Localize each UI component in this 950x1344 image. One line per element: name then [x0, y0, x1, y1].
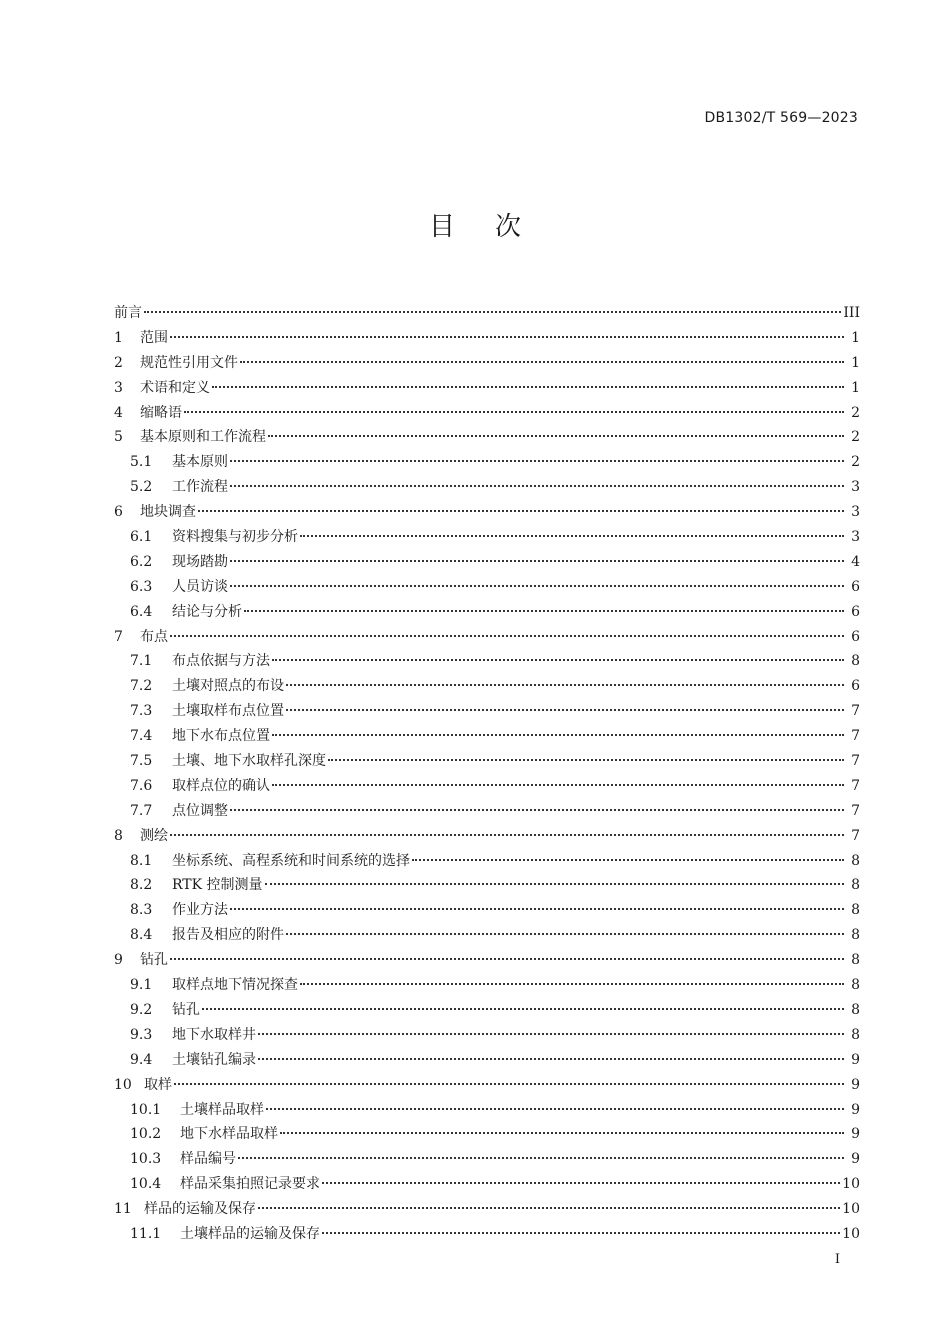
toc-entry-page: 7 — [851, 777, 860, 794]
toc-entry-label: 人员访谈 — [172, 578, 228, 595]
toc-leader-dots — [198, 509, 844, 512]
toc-entry-number: 6.1 — [130, 529, 153, 546]
toc-entry-page: 3 — [851, 529, 860, 546]
toc-entry-label: 样品编号 — [180, 1151, 236, 1168]
toc-entry-number: 6.4 — [130, 603, 153, 620]
toc-entry-label: 结论与分析 — [172, 603, 242, 620]
toc-entry-number: 4 — [114, 404, 123, 421]
toc-entry-page: 4 — [851, 553, 860, 570]
toc-entry[interactable] — [114, 1123, 860, 1148]
toc-entry-page: 9 — [851, 1076, 860, 1093]
toc-entry-number: 8.4 — [130, 927, 153, 944]
toc-entry-label: 布点依据与方法 — [172, 653, 270, 670]
toc-entry-number: 7.1 — [130, 653, 153, 670]
toc-leader-dots — [174, 1082, 844, 1085]
toc-entry[interactable] — [114, 1024, 860, 1049]
toc-entry[interactable] — [114, 1049, 860, 1074]
toc-entry[interactable] — [114, 650, 860, 675]
toc-entry[interactable] — [114, 1173, 860, 1198]
footer-page-number: I — [834, 1252, 840, 1267]
toc-entry[interactable] — [114, 999, 860, 1024]
toc-leader-dots — [230, 584, 844, 587]
toc-entry-number: 1 — [114, 329, 123, 346]
toc-entry-label: 土壤、地下水取样孔深度 — [172, 753, 326, 770]
toc-entry-label: 样品采集拍照记录要求 — [180, 1176, 320, 1193]
toc-entry-number: 10.1 — [130, 1101, 162, 1118]
toc-leader-dots — [258, 1206, 840, 1209]
toc-entry-label: 作业方法 — [172, 902, 228, 919]
document-code: DB1302/T 569—2023 — [704, 110, 858, 126]
toc-entry[interactable] — [114, 426, 860, 451]
toc-entry-number: 8 — [114, 827, 123, 844]
toc-entry-label: 布点 — [140, 628, 168, 645]
toc-entry[interactable] — [114, 1198, 860, 1223]
toc-entry-number: 7.6 — [130, 777, 153, 794]
toc-entry-label: 基本原则 — [172, 454, 228, 471]
toc-entry-page: 2 — [851, 404, 860, 421]
toc-entry-page: 2 — [851, 454, 860, 471]
toc-leader-dots — [300, 534, 844, 537]
toc-entry-label: 资料搜集与初步分析 — [172, 529, 298, 546]
toc-entry-label: 土壤取样布点位置 — [172, 703, 284, 720]
toc-entry-label: 土壤钻孔编录 — [172, 1051, 256, 1068]
toc-entry[interactable] — [114, 874, 860, 899]
toc-entry-label: 土壤对照点的布设 — [172, 678, 284, 695]
toc-leader-dots — [322, 1231, 840, 1234]
toc-entry-page: 6 — [851, 628, 860, 645]
toc-entry-label: 规范性引用文件 — [140, 354, 238, 371]
toc-leader-dots — [170, 957, 844, 960]
toc-entry[interactable] — [114, 352, 860, 377]
toc-entry-label: 现场踏勘 — [172, 553, 228, 570]
toc-entry-page: 2 — [851, 429, 860, 446]
toc-leader-dots — [212, 385, 844, 388]
toc-entry[interactable] — [114, 850, 860, 875]
toc-entry[interactable] — [114, 327, 860, 352]
toc-entry-page: 1 — [851, 379, 860, 396]
toc-entry-number: 10.2 — [130, 1126, 162, 1143]
toc-entry-page: 6 — [851, 578, 860, 595]
toc-entry-number: 8.1 — [130, 852, 153, 869]
toc-entry[interactable] — [114, 675, 860, 700]
toc-entry-label: 地下水布点位置 — [172, 728, 270, 745]
toc-entry-label: 样品的运输及保存 — [144, 1201, 256, 1218]
toc-entry-page: 9 — [851, 1051, 860, 1068]
toc-entry-label: 土壤样品的运输及保存 — [180, 1225, 320, 1242]
toc-entry-page: 6 — [851, 603, 860, 620]
toc-entry-label: 取样点位的确认 — [172, 777, 270, 794]
toc-entry-page: 9 — [851, 1151, 860, 1168]
toc-leader-dots — [286, 708, 844, 711]
toc-entry-label: 基本原则和工作流程 — [140, 429, 266, 446]
toc-entry-page: 10 — [842, 1225, 860, 1242]
toc-entry[interactable] — [114, 775, 860, 800]
toc-entry-page: 7 — [851, 728, 860, 745]
toc-leader-dots — [286, 932, 844, 935]
toc-entry-label: 土壤样品取样 — [180, 1101, 264, 1118]
toc-entry-page: 3 — [851, 479, 860, 496]
toc-entry-label: 缩略语 — [140, 404, 182, 421]
toc-entry[interactable] — [114, 601, 860, 626]
toc-entry-page: 10 — [842, 1201, 860, 1218]
toc-entry-page: 7 — [851, 753, 860, 770]
toc-leader-dots — [170, 634, 844, 637]
toc-leader-dots — [272, 658, 844, 661]
toc-leader-dots — [230, 907, 844, 910]
toc-leader-dots — [144, 310, 841, 313]
toc-entry[interactable] — [114, 750, 860, 775]
toc-entry-number: 8.2 — [130, 877, 153, 894]
toc-entry[interactable] — [114, 800, 860, 825]
toc-entry-label: 钻孔 — [140, 952, 168, 969]
toc-entry-number: 9.3 — [130, 1026, 153, 1043]
toc-entry[interactable] — [114, 576, 860, 601]
toc-leader-dots — [240, 360, 844, 363]
toc-entry-label: 取样点地下情况探查 — [172, 977, 298, 994]
toc-entry-page: 8 — [851, 977, 860, 994]
toc-entry[interactable] — [114, 725, 860, 750]
toc-entry-number: 5 — [114, 429, 123, 446]
toc-entry-number: 6.3 — [130, 578, 153, 595]
toc-leader-dots — [184, 410, 844, 413]
toc-entry-page: 8 — [851, 1001, 860, 1018]
toc-leader-dots — [230, 459, 844, 462]
toc-leader-dots — [322, 1181, 840, 1184]
toc-entry-page: 1 — [851, 329, 860, 346]
toc-entry-label: 点位调整 — [172, 802, 228, 819]
toc-leader-dots — [412, 858, 844, 861]
toc-entry-number: 9.4 — [130, 1051, 153, 1068]
toc-entry-number: 9.1 — [130, 977, 153, 994]
toc-entry-label: 地下水取样井 — [172, 1026, 256, 1043]
toc-entry-page: 7 — [851, 827, 860, 844]
toc-leader-dots — [328, 758, 844, 761]
toc-entry[interactable] — [114, 700, 860, 725]
toc-leader-dots — [202, 1007, 844, 1010]
toc-entry[interactable] — [114, 476, 860, 501]
toc-entry-page: 8 — [851, 1026, 860, 1043]
toc-leader-dots — [268, 434, 844, 437]
toc-entry-number: 7.2 — [130, 678, 153, 695]
toc-entry[interactable] — [114, 1223, 860, 1248]
toc-entry-label: 前言 — [114, 305, 142, 321]
toc-entry-page: 8 — [851, 852, 860, 869]
toc-entry-number: 11.1 — [130, 1225, 162, 1242]
toc-leader-dots — [238, 1156, 844, 1159]
toc-entry[interactable] — [114, 949, 860, 974]
toc-entry-page: 8 — [851, 927, 860, 944]
toc-leader-dots — [286, 683, 844, 686]
toc-entry-label: 测绘 — [140, 827, 168, 844]
toc-entry-page: 3 — [851, 504, 860, 521]
toc-entry-page: 8 — [851, 877, 860, 894]
toc-entry-label: 工作流程 — [172, 479, 228, 496]
toc-entry[interactable] — [114, 402, 860, 427]
toc-entry-number: 10.3 — [130, 1151, 162, 1168]
toc-entry-number: 8.3 — [130, 902, 153, 919]
toc-entry-page: 9 — [851, 1101, 860, 1118]
toc-entry[interactable] — [114, 377, 860, 402]
toc-entry-number: 7.5 — [130, 753, 153, 770]
toc-entry-page: 6 — [851, 678, 860, 695]
toc-entry-page: 9 — [851, 1126, 860, 1143]
toc-entry[interactable] — [114, 451, 860, 476]
toc-entry-number: 7.7 — [130, 802, 153, 819]
toc-leader-dots — [280, 1131, 844, 1134]
toc-entry[interactable] — [114, 626, 860, 651]
toc-entry[interactable] — [114, 899, 860, 924]
toc-entry[interactable] — [114, 302, 860, 327]
toc-leader-dots — [170, 833, 844, 836]
toc-entry-number: 7.3 — [130, 703, 153, 720]
toc-leader-dots — [258, 1032, 844, 1035]
toc-entry-number: 5.1 — [130, 454, 153, 471]
toc-entry-page: 1 — [851, 354, 860, 371]
toc-entry[interactable] — [114, 551, 860, 576]
toc-entry-number: 2 — [114, 354, 123, 371]
toc-entry[interactable] — [114, 1099, 860, 1124]
toc-entry[interactable] — [114, 1074, 860, 1099]
toc-leader-dots — [272, 733, 844, 736]
toc-entry-label: 范围 — [140, 329, 168, 346]
toc-entry[interactable] — [114, 974, 860, 999]
toc-entry-label: 报告及相应的附件 — [172, 927, 284, 944]
toc-entry-page: 7 — [851, 703, 860, 720]
toc-entry-label: 坐标系统、高程系统和时间系统的选择 — [172, 852, 410, 869]
page-title: 目次 — [428, 212, 561, 242]
toc-entry-number: 10.4 — [130, 1176, 162, 1193]
toc-leader-dots — [230, 808, 844, 811]
toc-leader-dots — [272, 783, 844, 786]
toc-leader-dots — [265, 882, 844, 885]
toc-entry[interactable] — [114, 526, 860, 551]
toc-entry-label: RTK 控制测量 — [172, 877, 263, 894]
toc-entry[interactable] — [114, 1148, 860, 1173]
toc-entry-label: 钻孔 — [172, 1001, 200, 1018]
toc-entry-number: 7.4 — [130, 728, 153, 745]
toc-entry-label: 地下水样品取样 — [180, 1126, 278, 1143]
toc-entry-page: 8 — [851, 902, 860, 919]
toc-leader-dots — [300, 982, 844, 985]
toc-entry-number: 11 — [114, 1201, 132, 1218]
toc-entry-page: 7 — [851, 802, 860, 819]
toc-leader-dots — [244, 609, 844, 612]
toc-entry[interactable] — [114, 924, 860, 949]
toc-entry-number: 5.2 — [130, 479, 153, 496]
toc-entry-number: 7 — [114, 628, 123, 645]
toc-leader-dots — [258, 1057, 844, 1060]
toc-entry-page: 8 — [851, 952, 860, 969]
toc-entry-number: 3 — [114, 379, 123, 396]
toc-leader-dots — [230, 559, 844, 562]
toc-entry-label: 术语和定义 — [140, 379, 210, 396]
toc-entry-page: III — [843, 305, 860, 321]
toc-entry-page: 10 — [842, 1176, 860, 1193]
toc-leader-dots — [266, 1107, 844, 1110]
table-of-contents — [114, 302, 860, 1248]
toc-entry[interactable] — [114, 501, 860, 526]
toc-entry-number: 9 — [114, 952, 123, 969]
toc-entry-label: 地块调查 — [140, 504, 196, 521]
toc-entry-label: 取样 — [144, 1076, 172, 1093]
toc-entry-number: 9.2 — [130, 1001, 153, 1018]
toc-entry-page: 8 — [851, 653, 860, 670]
toc-entry-number: 6.2 — [130, 553, 153, 570]
toc-entry[interactable] — [114, 825, 860, 850]
toc-leader-dots — [230, 484, 844, 487]
toc-entry-number: 10 — [114, 1076, 132, 1093]
toc-entry-number: 6 — [114, 504, 123, 521]
toc-leader-dots — [170, 335, 844, 338]
